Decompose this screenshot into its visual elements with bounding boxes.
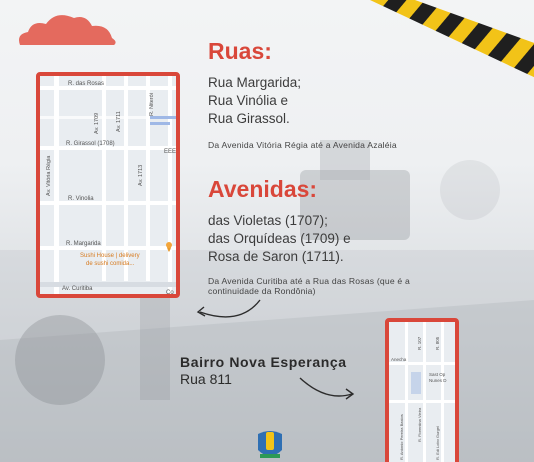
avenidas-title: Avenidas: bbox=[208, 176, 318, 202]
label-sast2: Nunes D bbox=[429, 378, 447, 383]
label-av-1713: Av. 1713 bbox=[138, 164, 144, 186]
label-sast1: Sast Op bbox=[429, 372, 446, 377]
road bbox=[54, 76, 59, 294]
label-eee: EEE bbox=[164, 149, 176, 155]
label-av-1709: Av. 1709 bbox=[94, 112, 100, 134]
bairro-street: Rua 811 bbox=[180, 371, 232, 387]
curved-arrow-icon-2 bbox=[296, 372, 358, 402]
avenidas-list: das Violetas (1707); das Orquídeas (1709) e Rosa de Saron (1711). bbox=[208, 213, 351, 264]
label-anecha: Anecha bbox=[391, 357, 407, 362]
label-r-niteroi: R. Niterói bbox=[149, 93, 155, 116]
label-av-vitoria: Av. Vitória Régia bbox=[46, 155, 52, 196]
label-r805: R. 805 bbox=[435, 336, 440, 350]
label-r-rosas: R. das Rosas bbox=[68, 81, 105, 87]
label-sushi-2: de sushi comida... bbox=[86, 261, 135, 267]
label-r-florentina: R. Florentina Vieira bbox=[417, 407, 422, 442]
city-logo-icon bbox=[250, 428, 290, 462]
map-bairro[interactable] bbox=[385, 318, 459, 462]
label-r-edi: R. Edi Lobo Gurgel bbox=[435, 425, 440, 460]
ruas-note: Da Avenida Vitória Régia até a Avenida Azaléia bbox=[208, 140, 397, 150]
label-r-margarida: R. Margarida bbox=[66, 241, 101, 247]
cloud-icon bbox=[16, 12, 118, 46]
bairro-name: Bairro Nova Esperança bbox=[180, 354, 347, 370]
label-r107: R. 107 bbox=[417, 336, 422, 350]
map-bairro-graphic bbox=[389, 322, 455, 462]
ruas-title: Ruas: bbox=[208, 38, 272, 64]
label-r-girassol: R. Girassol (1708) bbox=[66, 141, 115, 147]
label-r-antonio: R. Antonio Pereira Bastos bbox=[399, 414, 404, 460]
ruas-list: Rua Margarida; Rua Vinólia e Rua Girassol. bbox=[208, 75, 302, 126]
hazard-stripes bbox=[370, 0, 534, 80]
avenidas-note: Da Avenida Curitiba até a Rua das Rosas (que é a continuidade da Rondônia) bbox=[208, 276, 410, 296]
label-sushi-1: Sushi House | delivery bbox=[80, 253, 140, 259]
label-av-1711: Av. 1711 bbox=[116, 111, 122, 132]
curved-arrow-icon bbox=[192, 296, 264, 326]
map-streets-graphic bbox=[40, 76, 176, 294]
label-edge-c: Co bbox=[166, 290, 174, 294]
label-av-curitiba: Av. Curitiba bbox=[62, 286, 93, 292]
map-streets[interactable] bbox=[36, 72, 180, 298]
label-r-vinolia: R. Vinolia bbox=[68, 196, 94, 202]
